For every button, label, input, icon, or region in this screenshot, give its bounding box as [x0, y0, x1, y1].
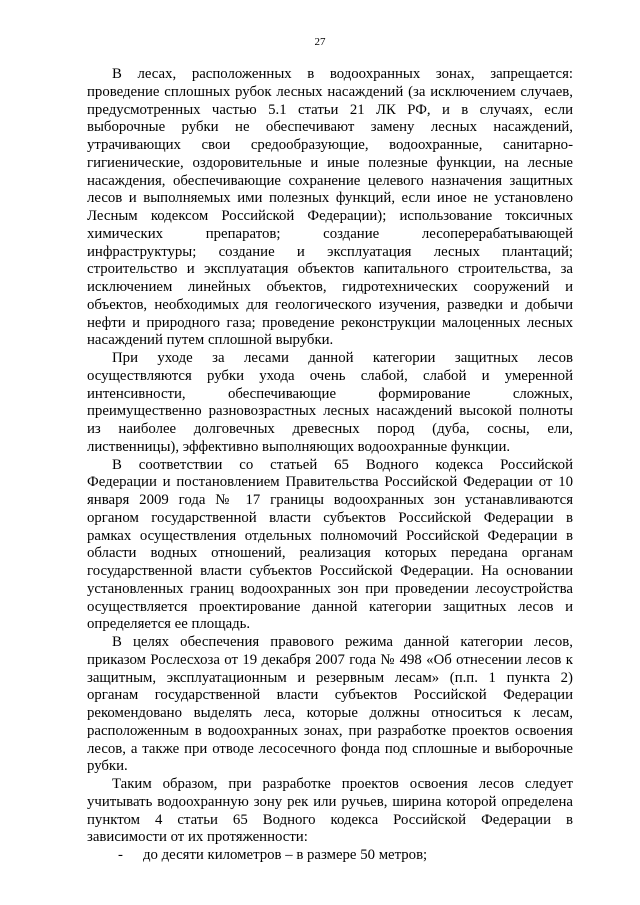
paragraph-line: органам государственной власти субъектов Российской Федерации	[87, 687, 573, 704]
paragraph-line: января 2009 года № 17 границы водоохранных зон устанавливаются	[87, 492, 573, 508]
paragraph-line: приказом Рослесхоза от 19 декабря 2007 года № 498 «Об отнесении лесов к	[87, 651, 573, 668]
paragraph-line: Федерации и постановлением Правительства Российской Федерации от 10	[87, 474, 573, 491]
paragraph-line: проведение сплошных рубок лесных насаждений (за исключением случаев,	[87, 83, 573, 100]
paragraph	[87, 457, 573, 635]
paragraph	[87, 634, 573, 776]
paragraph-line: В лесах, расположенных в водоохранных зонах, запрещается:	[112, 66, 573, 82]
paragraph-line: государственной власти субъектов Российской Федерации. На основании	[87, 563, 573, 579]
paragraph-line: зависимости от их протяженности:	[87, 829, 308, 846]
paragraph-line: из наиболее долговечных древесных пород (дуба, сосны, ели,	[87, 421, 573, 437]
paragraph-line: органом государственной власти субъектов Российской Федерации в	[87, 509, 573, 526]
paragraph-line: рубки.	[87, 758, 128, 775]
paragraph	[87, 776, 573, 847]
paragraph-line: области водных отношений, реализация которых передана органам	[87, 545, 573, 562]
bullet-list	[87, 847, 573, 865]
paragraph-line: объектов, необходимых для геологического изучения, разведки и добычи	[87, 296, 573, 313]
paragraph-line: интенсивности, обеспечивающие формирование сложных,	[87, 385, 573, 402]
paragraph	[87, 66, 573, 350]
paragraph-line: рамках осуществления отдельных полномочий Российской Федерации в	[87, 527, 573, 544]
paragraph-line: расположенным в водоохранных зонах, при разработке проектов освоения	[87, 722, 573, 739]
paragraph-line: В соответствии со статьей 65 Водного кодекса Российской	[112, 456, 573, 473]
paragraph-line: лиственницы), эффективно выполняющих водоохранные функции.	[87, 438, 511, 455]
paragraph-line: осуществляется проектирование данной категории защитных лесов и	[87, 598, 573, 615]
paragraph-line: установленных границ водоохранных зон при проведении лесоустройства	[87, 580, 573, 597]
paragraph-line: насаждения, обеспечивающие сохранение целевого назначения защитных	[87, 172, 573, 189]
paragraph-line: утрачивающих свои средообразующие, водоохранные, санитарно-	[87, 137, 573, 153]
paragraph-line: нефти и природного газа; проведение реконструкции малоценных лесных	[87, 314, 573, 331]
paragraph-line: насаждений путем сплошной вырубки.	[87, 332, 334, 349]
paragraph-line: защитным, эксплуатационным и резервным лесам» (п.п. 1 пункта 2)	[87, 669, 573, 686]
paragraph-line: пунктом 4 статьи 65 Водного кодекса Российской Федерации в	[87, 811, 573, 828]
paragraph-line: преимущественно разновозрастных лесных насаждений высокой полноты	[87, 403, 573, 420]
paragraph-line: учитывать водоохранную зону рек или ручьев, ширина которой определена	[87, 793, 573, 810]
paragraph-line: исключением линейных объектов, гидротехнических сооружений и	[87, 279, 573, 295]
paragraph-line: В целях обеспечения правового режима данной категории лесов,	[112, 634, 573, 650]
paragraph-line: строительство и эксплуатация объектов капитального строительства, за	[87, 261, 573, 278]
paragraph-line: определяется ее площадь.	[87, 616, 251, 633]
page-number: 27	[314, 36, 326, 48]
paragraph-line: выборочные рубки не обеспечивают замену лесных насаждений,	[87, 119, 573, 136]
paragraph-line: Лесным кодексом Российской Федерации); использование токсичных	[87, 208, 573, 224]
paragraph	[87, 350, 573, 457]
paragraph-line: При уходе за лесами данной категории защитных лесов	[112, 350, 573, 366]
paragraph-line: рекомендовано выделять леса, которые должны относиться к лесам,	[87, 705, 573, 721]
paragraph-line: инфраструктуры; создание и эксплуатация лесных плантаций;	[87, 243, 573, 260]
list-item	[87, 847, 573, 865]
paragraph-line: Таким образом, при разработке проектов освоения лесов следует	[112, 776, 573, 792]
paragraph-line: предусмотренных частью 5.1 статьи 21 ЛК РФ, и в случаях, если	[87, 101, 573, 118]
list-marker: -	[118, 847, 123, 863]
paragraph-line: лесов и выполняемых ими полезных функций, если иное не установлено	[87, 190, 573, 207]
paragraph-line: осуществляются рубки ухода очень слабой, слабой и умеренной	[87, 367, 573, 384]
document-body	[87, 66, 573, 865]
list-item-text: до десяти километров – в размере 50 метров;	[143, 847, 428, 863]
paragraph-line: гигиенические, оздоровительные и иные полезные функции, на лесные	[87, 154, 573, 171]
paragraph-line: химических препаратов; создание лесоперерабатывающей	[87, 225, 573, 242]
paragraph-line: лесов, а также при отводе лесосечного фонда под сплошные и выборочные	[87, 740, 573, 757]
